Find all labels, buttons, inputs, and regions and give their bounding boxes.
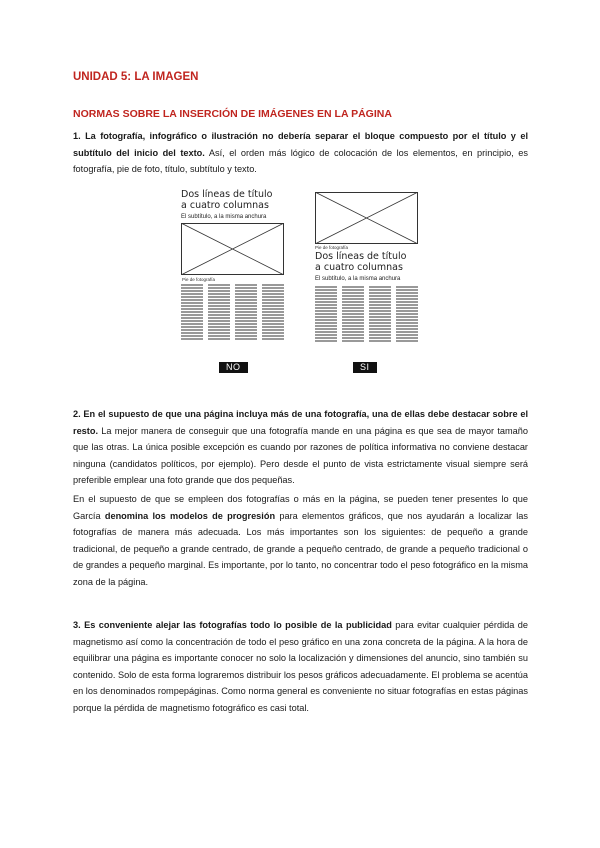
paragraph-progression-models: [73, 491, 528, 591]
progression-bold: denomina los modelos de progresión: [104, 510, 276, 521]
left-subtitle: El subtítulo, a la misma anchura: [181, 214, 267, 220]
section-title: NORMAS SOBRE LA INSERCIÓN DE IMÁGENES EN LA PÁGINA: [73, 108, 392, 120]
left-title-line1: Dos líneas de título: [181, 189, 273, 200]
right-subtitle: El subtítulo, a la misma anchura: [315, 276, 401, 282]
right-photo-placeholder: [315, 192, 418, 244]
left-text-columns: [181, 284, 284, 344]
right-label-badge: SI: [353, 362, 377, 373]
rule-2-heading: 2. En el supuesto de que una página incluya más de una fotografía, una de ellas debe destacar sobre el resto.: [73, 409, 528, 436]
paragraph-rule-3: [73, 617, 528, 717]
unit-title: UNIDAD 5: LA IMAGEN: [73, 71, 199, 83]
paragraph-rule-1: [73, 128, 528, 178]
left-label-badge: NO: [219, 362, 248, 373]
left-title-line2: a cuatro columnas: [181, 200, 269, 211]
progression-text-b: para elementos gráficos, que nos ayudarán a localizar las fotografías de manera más adecuada. Los más importantes son los siguientes: de pequeño a grande tradicional, de pequeño a grande centrado, de grande a pequeño centrado, de grande a pequeño tradicional o de grandes a pequeño marginal. Es importante, por lo tanto, no concentrar todo el peso fotográfico en la misma zona de la página.: [73, 510, 529, 587]
rule-1-heading: 1. La fotografía, infográfico o ilustración no debería separar el bloque compuesto por el título y el subtítulo del inicio del texto.: [73, 131, 528, 158]
left-photo-placeholder: [181, 223, 284, 275]
rule-3-heading: 3. Es conveniente alejar las fotografías todo lo posible de la publicidad: [73, 620, 392, 630]
right-text-columns: [315, 286, 418, 346]
paragraph-rule-2: [73, 406, 528, 489]
layout-figure: [173, 186, 423, 376]
rule-2-text: La mejor manera de conseguir que una fotografía mande en una página es que sea de mayor tamaño que las otras. La única posible excepción es cuando por razones de política informativa no conviene destacar ninguna (candidatos políticos, por ejemplo). Pero desde el punto de vista estrictamente visual siempre será preferible emplear una foto grande que dos pequeñas.: [73, 425, 528, 486]
right-title-line2: a cuatro columnas: [315, 262, 403, 273]
left-caption: Pie de fotografía: [182, 277, 216, 282]
right-caption: Pie de fotografía: [315, 245, 349, 250]
right-title-line1: Dos líneas de título: [315, 251, 407, 262]
rule-1-text: Así, el orden más lógico de colocación de los elementos, en principio, es fotografía, pie de foto, título, subtítulo y texto.: [73, 147, 528, 175]
progression-text-a: En el supuesto de que se empleen dos fotografías o más en la página, se pueden tener presentes lo que García: [73, 494, 528, 521]
rule-3-text: para evitar cualquier pérdida de magnetismo así como la concentración de todo el peso gráfico en una zona concreta de la página. A la hora de equilibrar una página es importante conocer no solo la localización y dimensiones del anuncio, sino también su contenido. Solo de esta forma lograremos distribuir los pesos gráficos adecuadamente. El problema se acentúa en los denominados rompepáginas. Como norma general es conveniente no situar fotografías en estas páginas porque la pérdida de magnetismo fotográfico es casi total.: [73, 620, 528, 713]
